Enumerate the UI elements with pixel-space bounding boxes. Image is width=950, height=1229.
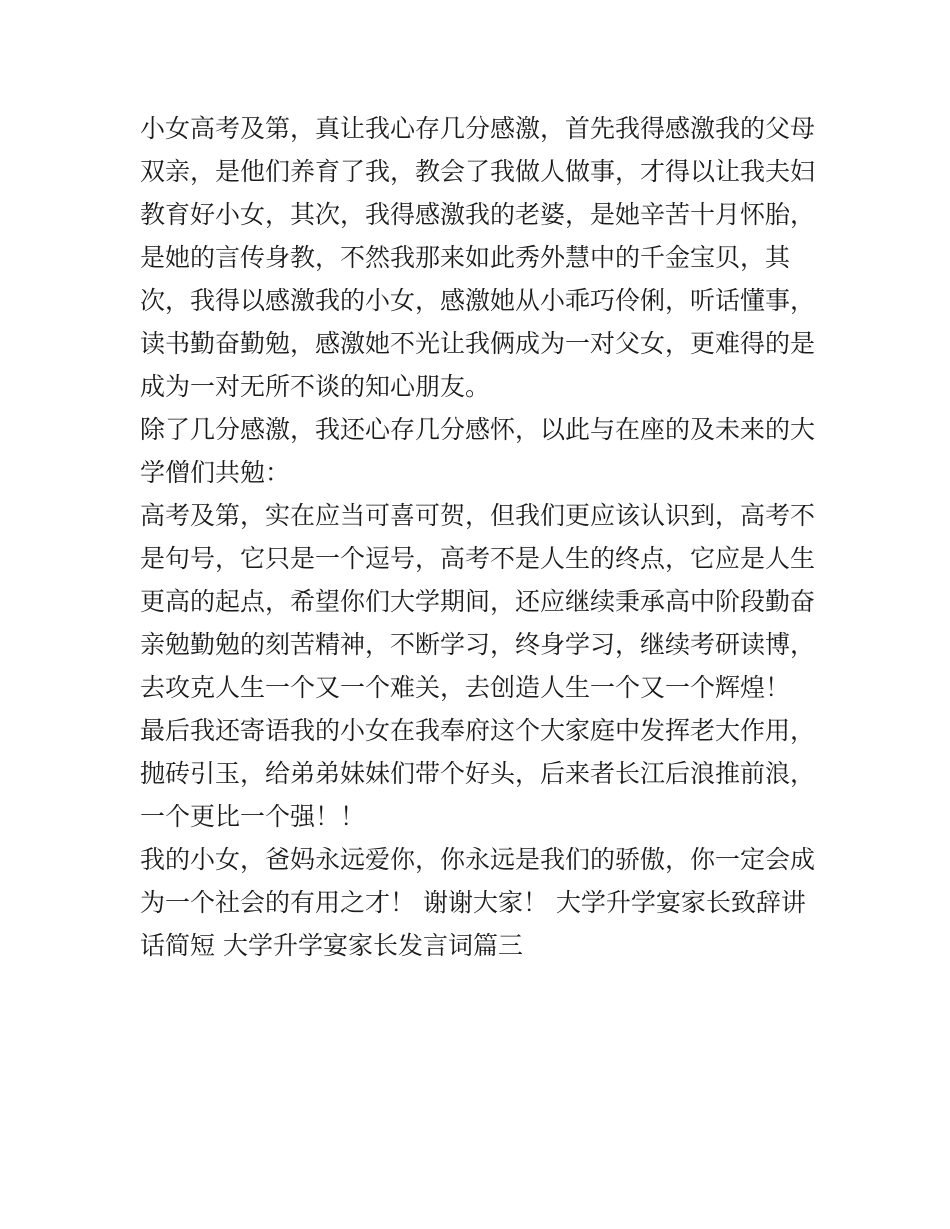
text-line: 读书勤奋勤勉，感激她不光让我俩成为一对父女，更难得的是	[140, 329, 816, 358]
text-line: 是句号，它只是一个逗号，高考不是人生的终点，它应是人生	[140, 544, 816, 573]
text-line: 我的小女，爸妈永远爱你，你永远是我们的骄傲，你一定会成	[140, 845, 816, 874]
text-line: 教育好小女，其次，我得感激我的老婆，是她辛苦十月怀胎，	[140, 200, 816, 229]
text-line: 一个更比一个强！！	[140, 802, 366, 831]
text-line: 话简短 大学升学宴家长发言词篇三	[140, 931, 523, 960]
text-line: 高考及第，实在应当可喜可贺，但我们更应该认识到，高考不	[140, 501, 816, 530]
text-line: 更高的起点，希望你们大学期间，还应继续秉承高中阶段勤奋	[140, 587, 816, 616]
text-line: 学僧们共勉：	[140, 458, 291, 487]
text-line: 小女高考及第，真让我心存几分感激，首先我得感激我的父母	[140, 114, 816, 143]
text-line: 为一个社会的有用之才！ 谢谢大家！ 大学升学宴家长致辞讲	[140, 888, 806, 917]
text-line: 双亲，是他们养育了我，教会了我做人做事，才得以让我夫妇	[140, 157, 816, 186]
text-line: 成为一对无所不谈的知心朋友。	[140, 372, 491, 401]
text-line: 抛砖引玉，给弟弟妹妹们带个好头，后来者长江后浪推前浪，	[140, 759, 816, 788]
text-line: 是她的言传身教，不然我那来如此秀外慧中的千金宝贝，其	[140, 243, 791, 272]
body-text	[140, 107, 820, 967]
text-line: 除了几分感激，我还心存几分感怀，以此与在座的及未来的大	[140, 415, 816, 444]
text-line: 次，我得以感激我的小女，感激她从小乖巧伶俐，听话懂事，	[140, 286, 816, 315]
text-line: 去攻克人生一个又一个难关，去创造人生一个又一个辉煌！	[140, 673, 791, 702]
text-line: 最后我还寄语我的小女在我奉府这个大家庭中发挥老大作用，	[140, 716, 816, 745]
text-line: 亲勉勤勉的刻苦精神，不断学习，终身学习，继续考研读博，	[140, 630, 816, 659]
